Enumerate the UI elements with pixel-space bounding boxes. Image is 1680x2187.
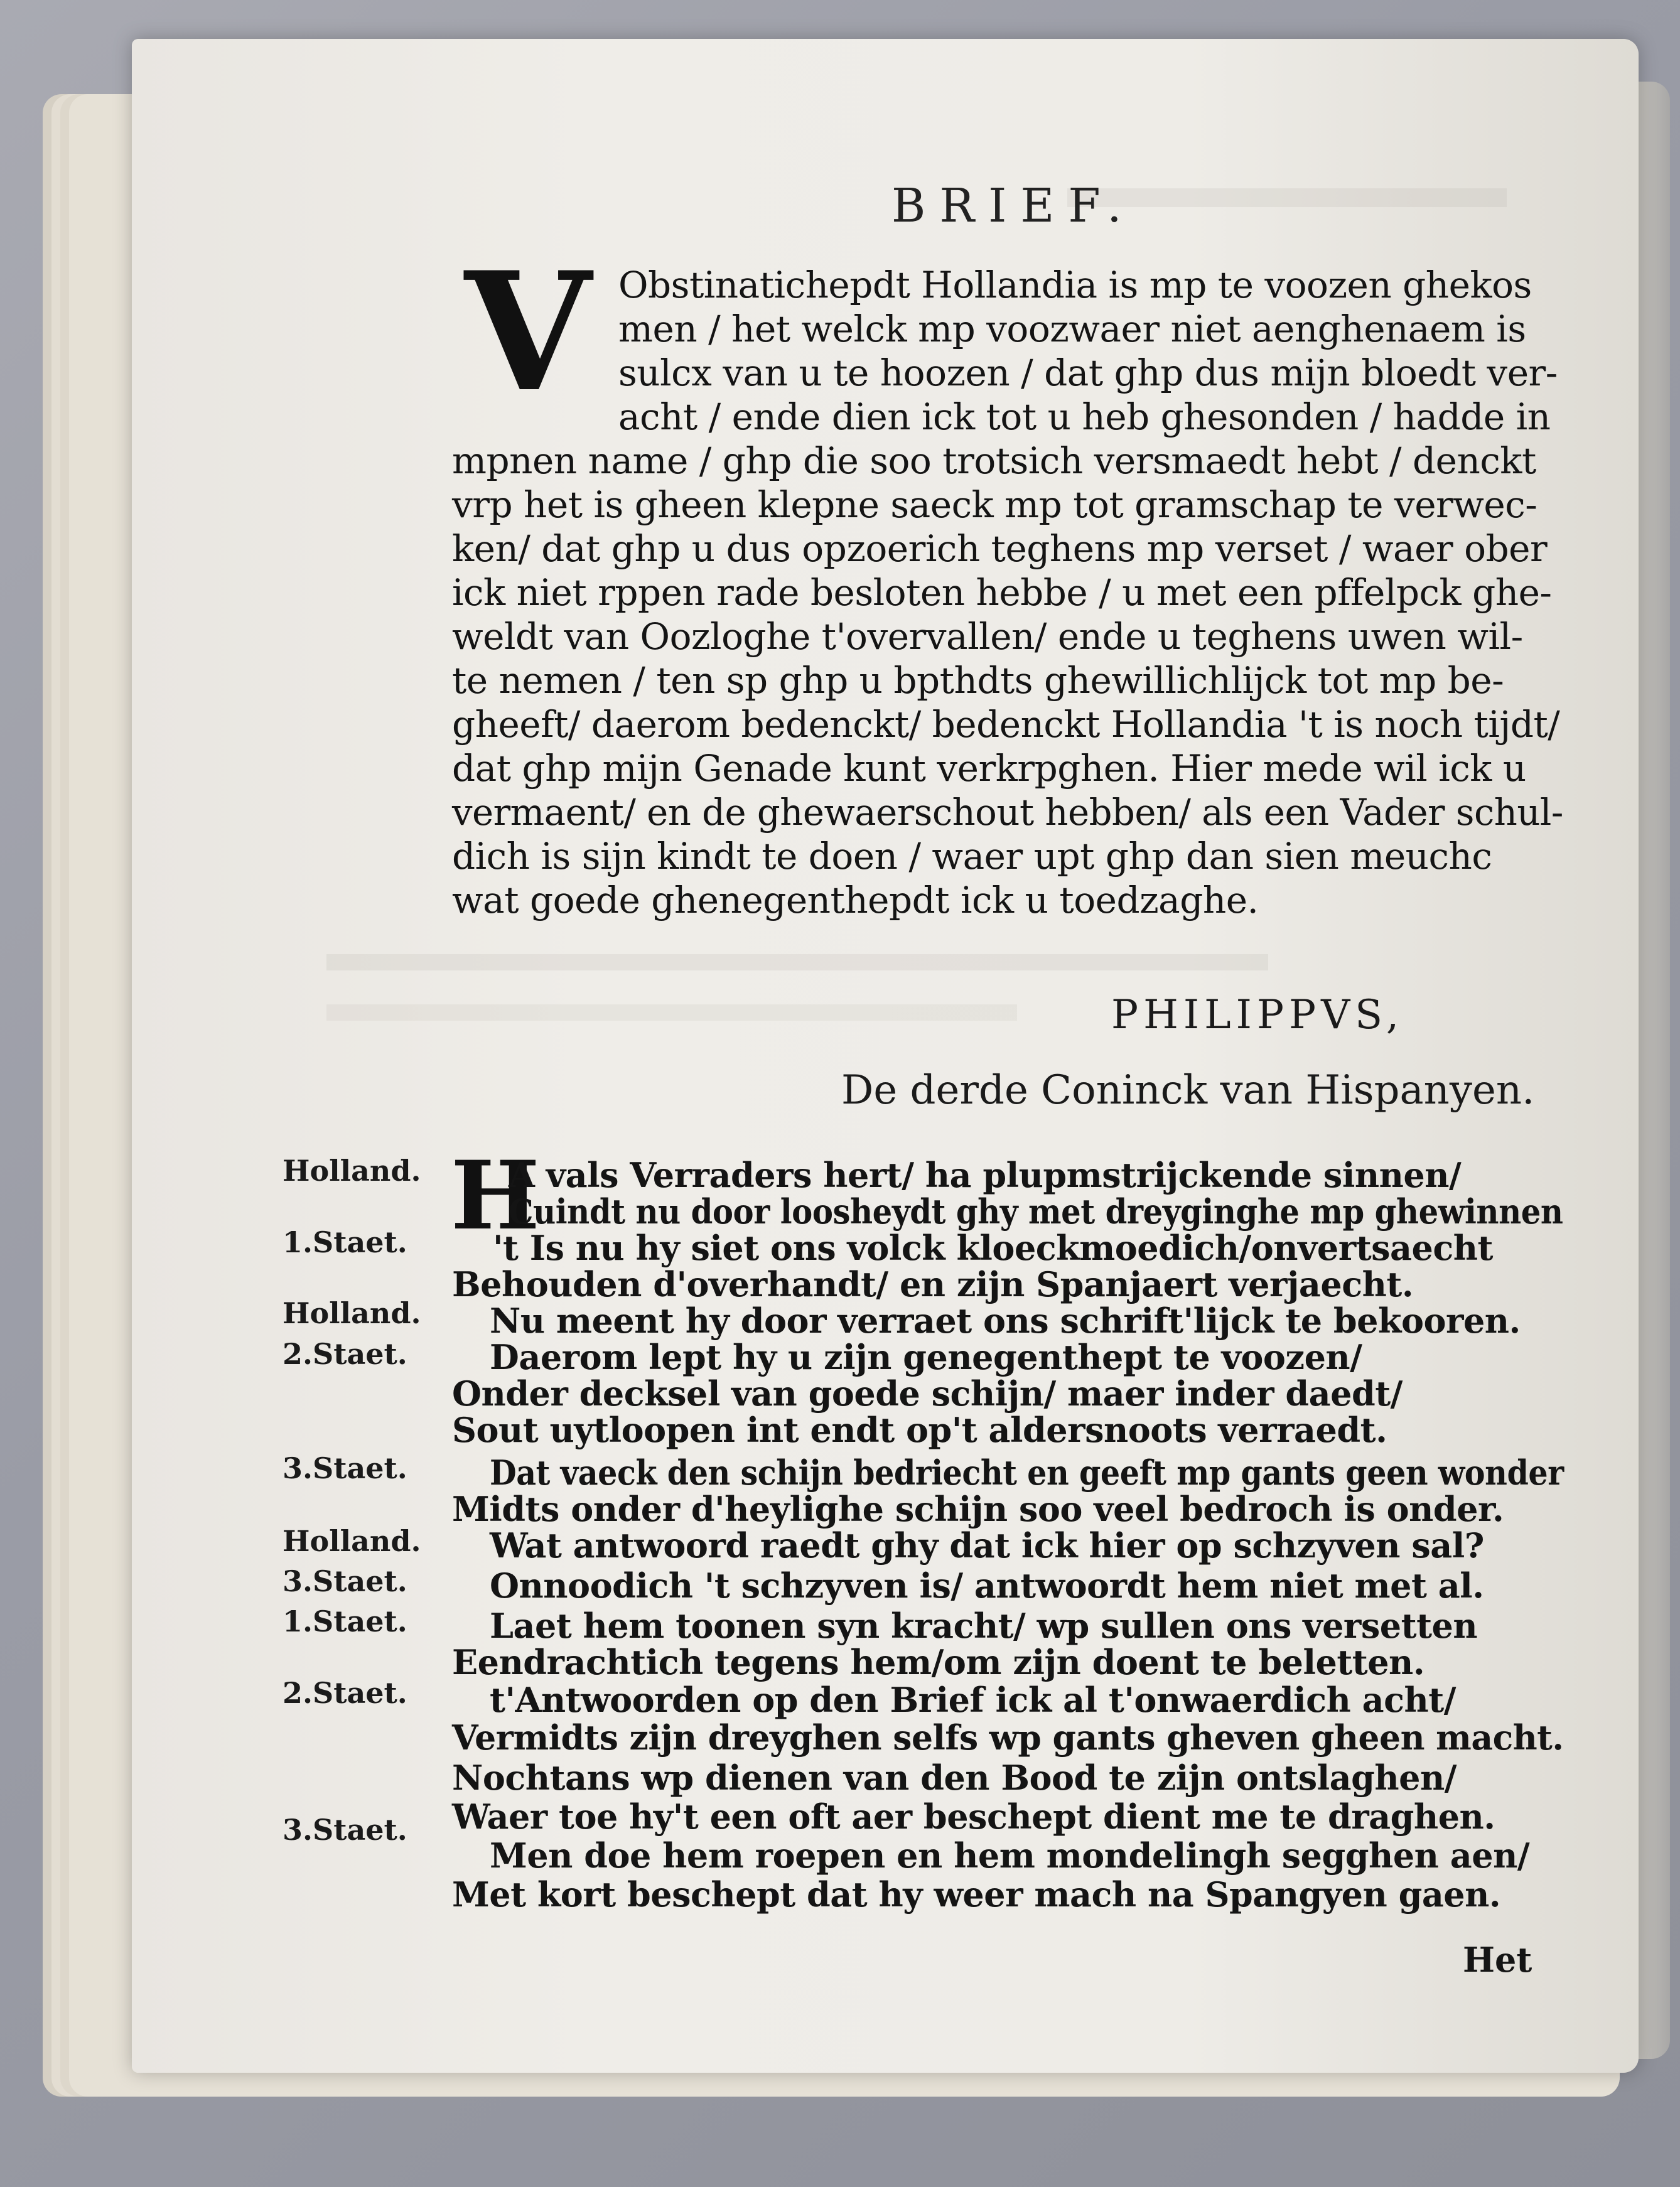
verse-line: Eendrachtich tegens hem/om zijn doent te beletten. bbox=[452, 1642, 1425, 1682]
verse-line: t'Antwoorden op den Brief ick al t'onwaerdich acht/ bbox=[490, 1680, 1456, 1720]
letter-line: mpnen name / ghp die soo trotsich versmaedt hebt / denckt bbox=[452, 439, 1536, 482]
verse-line: Men doe hem roepen en hem mondelingh segghen aen/ bbox=[490, 1835, 1530, 1876]
verse-line: Met kort beschept dat hy weer mach na Spangyen gaen. bbox=[452, 1874, 1501, 1915]
verse-line: Behouden d'overhandt/ en zijn Spanjaert verjaecht. bbox=[452, 1264, 1414, 1304]
letter-drop-cap: V bbox=[465, 237, 591, 428]
letter-line: men / het welck mp voozwaer niet aenghenaem is bbox=[618, 308, 1526, 350]
bleed-through-decoration bbox=[326, 954, 1268, 970]
verse-line: Waer toe hy't een oft aer beschept dient me te draghen. bbox=[452, 1797, 1495, 1837]
letter-line: dich is sijn kindt te doen / waer upt ghp dan sien meuchc bbox=[452, 835, 1492, 878]
verse-line: Midts onder d'heylighe schijn soo veel bedroch is onder. bbox=[452, 1489, 1504, 1529]
page-header: BRIEF. bbox=[891, 179, 1136, 233]
letter-line: dat ghp mijn Genade kunt verkrpghen. Hier mede wil ick u bbox=[452, 747, 1526, 790]
verse-line: 't Is nu hy siet ons volck kloeckmoedich/onvertsaecht bbox=[493, 1228, 1493, 1268]
letter-line: ken/ dat ghp u dus opzoerich teghens mp verset / waer ober bbox=[452, 527, 1548, 570]
verse-line: Laet hem toonen syn kracht/ wp sullen ons versetten bbox=[490, 1606, 1478, 1646]
speaker-label: 3.Staet. bbox=[283, 1451, 407, 1485]
verse-line: Nochtans wp dienen van den Bood te zijn ontslaghen/ bbox=[452, 1758, 1457, 1798]
verse-line: Sout uytloopen int endt op't aldersnoots verraedt. bbox=[452, 1410, 1387, 1450]
speaker-label: 3.Staet. bbox=[283, 1564, 407, 1598]
verse-line: Vermidts zijn dreyghen selfs wp gants gheven gheen macht. bbox=[452, 1717, 1564, 1758]
speaker-label: 2.Staet. bbox=[283, 1337, 407, 1371]
signature-title: De derde Coninck van Hispanyen. bbox=[841, 1067, 1535, 1114]
speaker-label: 3.Staet. bbox=[283, 1813, 407, 1847]
letter-line: weldt van Oozloghe t'overvallen/ ende u teghens uwen wil- bbox=[452, 615, 1523, 658]
verse-line: Daerom lept hy u zijn genegenthept te voozen/ bbox=[490, 1337, 1362, 1377]
verse-line: Onnoodich 't schzyven is/ antwoordt hem niet met al. bbox=[490, 1566, 1484, 1606]
letter-line: gheeft/ daerom bedenckt/ bedenckt Hollandia 't is noch tijdt/ bbox=[452, 703, 1560, 746]
letter-line: te nemen / ten sp ghp u bpthdts ghewillichlijck tot mp be- bbox=[452, 659, 1504, 702]
catchword: Het bbox=[1463, 1940, 1532, 1980]
letter-line: sulcx van u te hoozen / dat ghp dus mijn bloedt ver- bbox=[618, 352, 1558, 394]
signature-name: PHILIPPVS, bbox=[1111, 992, 1404, 1038]
letter-line: vermaent/ en de ghewaerschout hebben/ als een Vader schul- bbox=[452, 791, 1563, 834]
verse-line: Cuindt nu door loosheydt ghy met dreyginghe mp ghewinnen bbox=[509, 1191, 1563, 1232]
letter-line: acht / ende dien ick tot u heb ghesonden / hadde in bbox=[618, 395, 1551, 438]
speaker-label: 1.Staet. bbox=[283, 1225, 407, 1259]
speaker-label: Holland. bbox=[283, 1296, 421, 1330]
verse-line: Wat antwoord raedt ghy dat ick hier op schzyven sal? bbox=[490, 1525, 1484, 1566]
verse-line: A vals Verraders hert/ ha plupmstrijckende sinnen/ bbox=[509, 1155, 1462, 1195]
dialogue-drop-cap: H bbox=[451, 1141, 540, 1251]
letter-line: vrp het is gheen klepne saeck mp tot gramschap te verwec- bbox=[452, 483, 1537, 526]
speaker-label: Holland. bbox=[283, 1154, 421, 1188]
speaker-label: 1.Staet. bbox=[283, 1604, 407, 1638]
verse-line: Nu meent hy door verraet ons schrift'lijck te bekooren. bbox=[490, 1301, 1521, 1341]
verse-line: Onder decksel van goede schijn/ maer inder daedt/ bbox=[452, 1373, 1403, 1414]
speaker-label: 2.Staet. bbox=[283, 1676, 407, 1710]
letter-line: Obstinatichepdt Hollandia is mp te voozen ghekos bbox=[618, 264, 1532, 306]
speaker-label: Holland. bbox=[283, 1524, 421, 1558]
verse-line: Dat vaeck den schijn bedriecht en geeft mp gants geen wonder bbox=[490, 1453, 1564, 1493]
letter-line: ick niet rppen rade besloten hebbe / u met een pffelpck ghe- bbox=[452, 571, 1552, 614]
letter-line: wat goede ghenegenthepdt ick u toedzaghe. bbox=[452, 879, 1259, 922]
bleed-through-decoration bbox=[326, 1004, 1017, 1021]
